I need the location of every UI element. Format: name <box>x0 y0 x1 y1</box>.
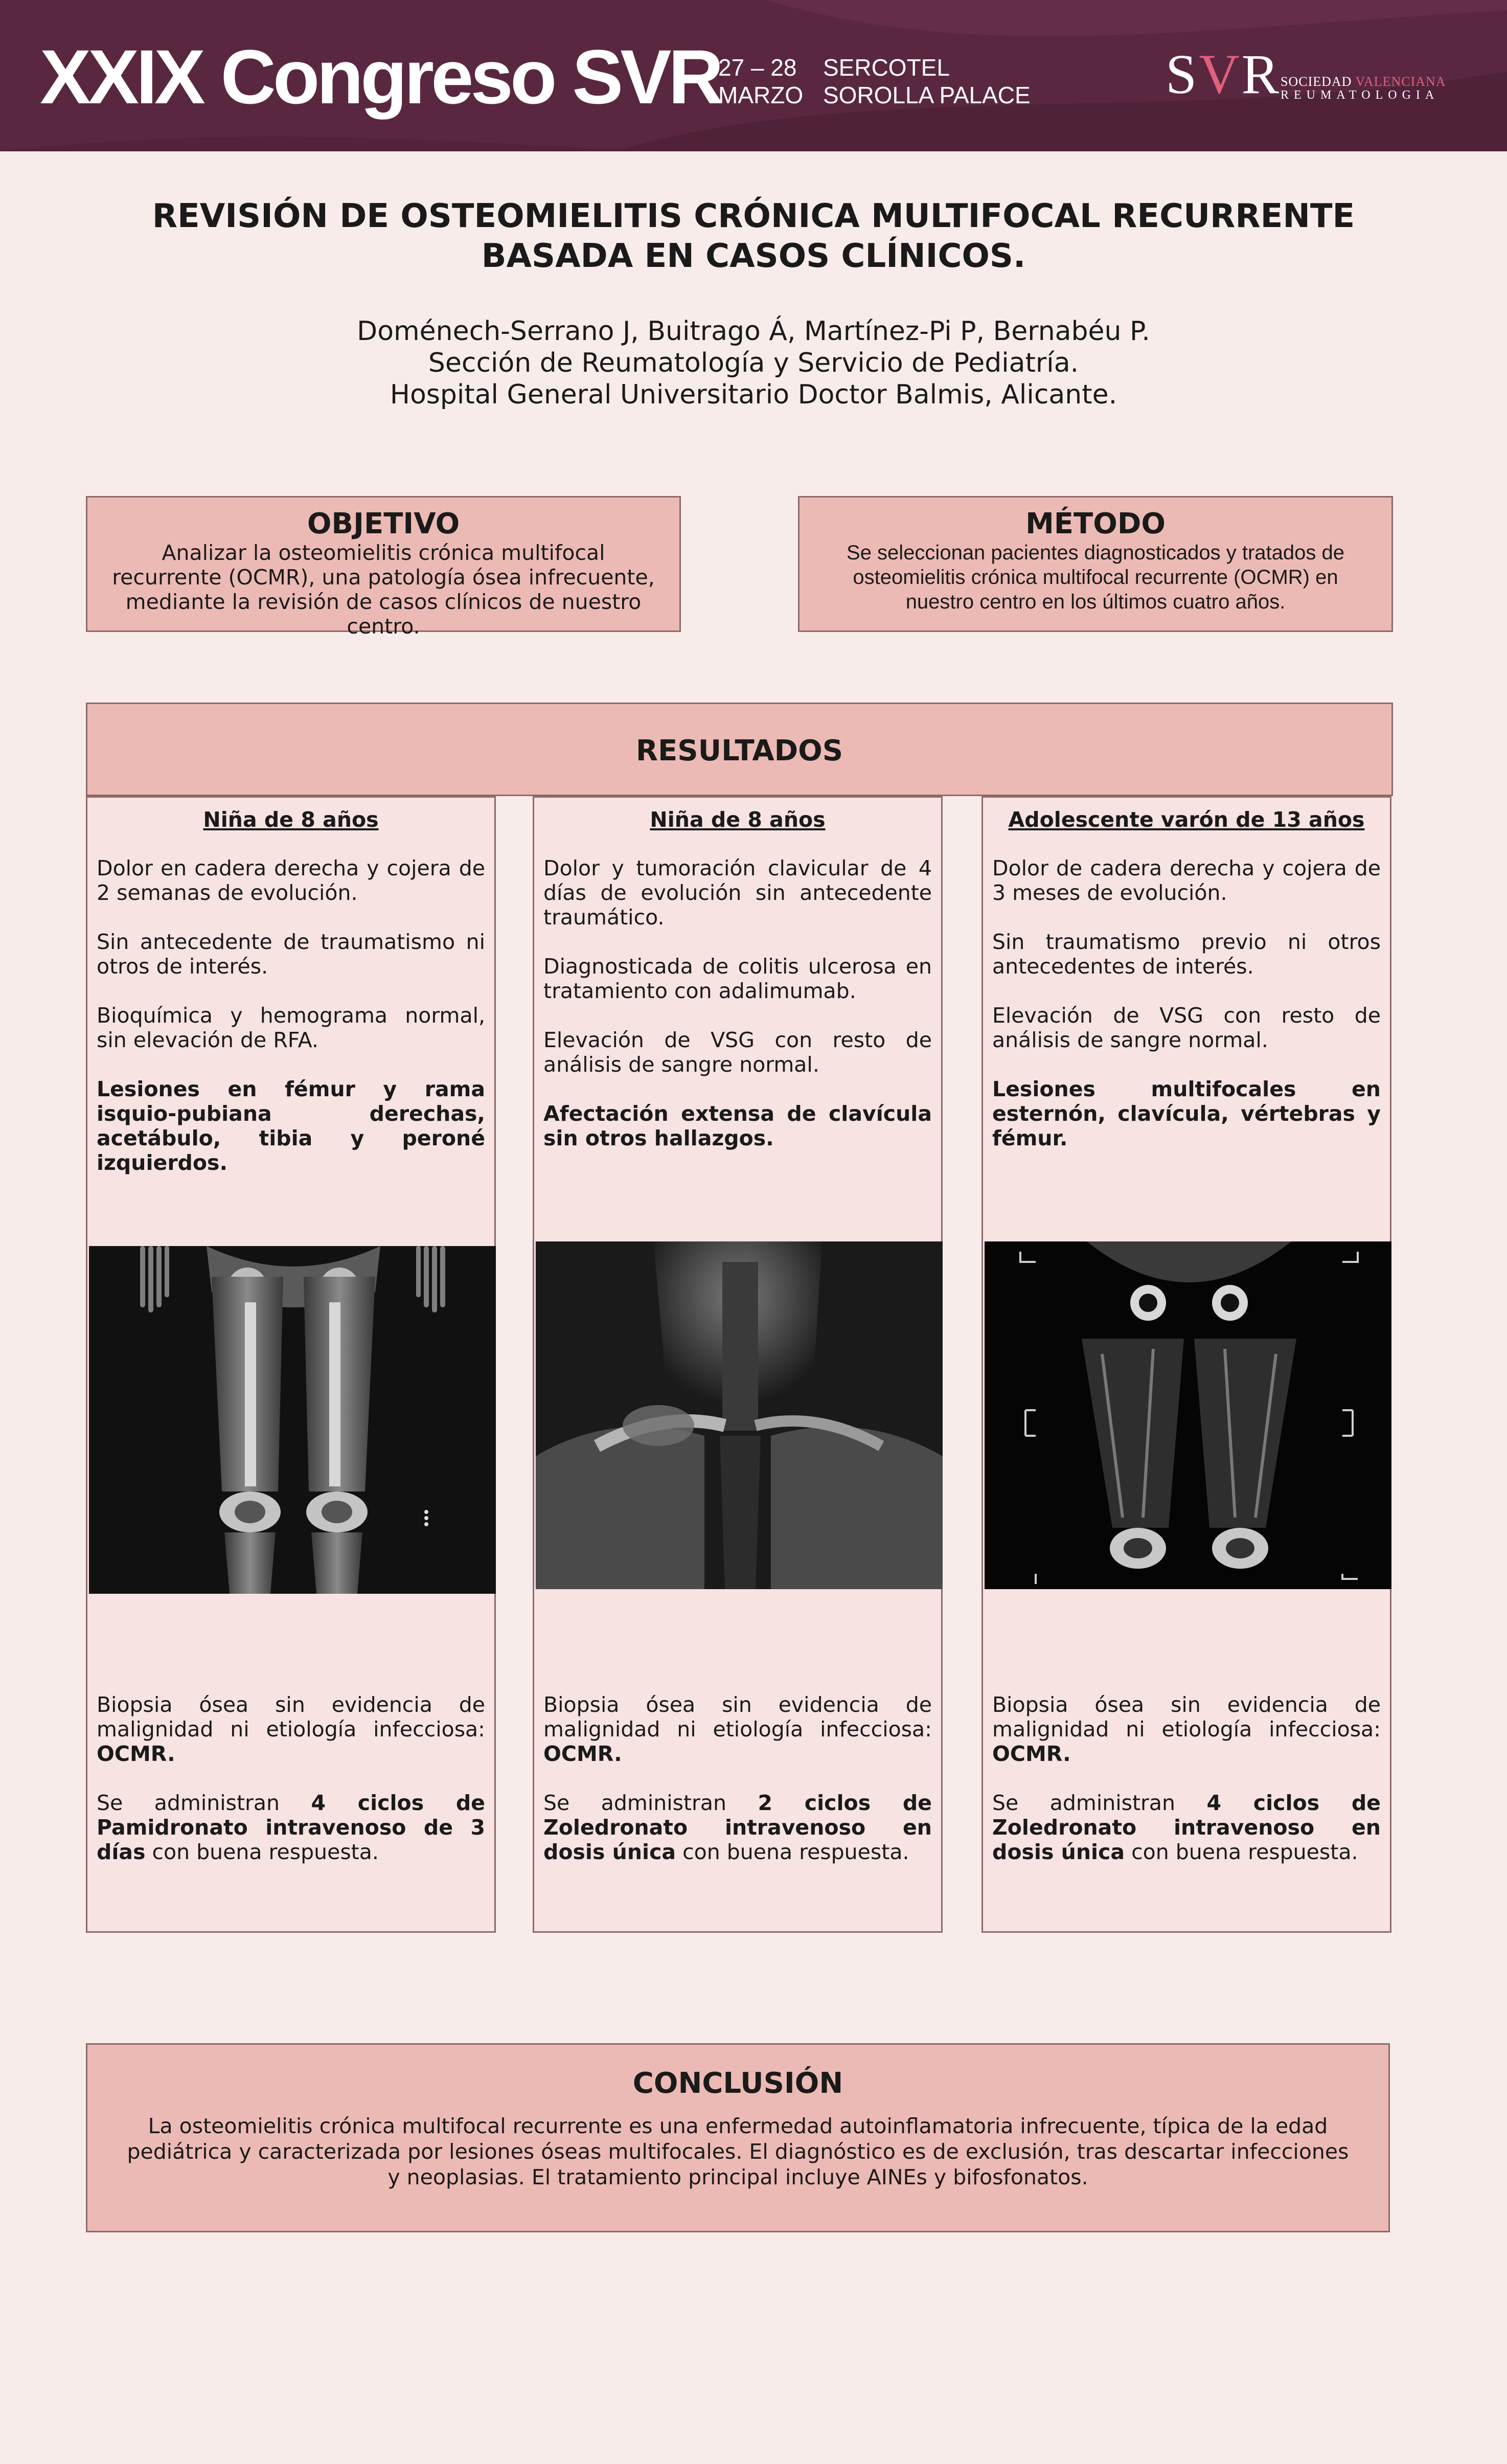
case-outcome <box>97 1692 485 1889</box>
case-labs: Elevación de VSG con resto de análisis de sangre normal. <box>992 1003 1381 1052</box>
mri-image-legs <box>89 1246 496 1594</box>
mri-image-clavicle <box>536 1241 943 1589</box>
case-title: Niña de 8 años <box>203 807 379 832</box>
conclusion-heading: CONCLUSIÓN <box>632 2067 843 2100</box>
metodo-heading: MÉTODO <box>1025 507 1166 540</box>
congress-venue <box>823 54 1031 109</box>
case-lesions: Lesiones multifocales en esternón, clavícula, vértebras y fémur. <box>992 1077 1381 1150</box>
case-biopsy: Biopsia ósea sin evidencia de malignidad ni etiología infecciosa: OCMR. <box>992 1692 1381 1766</box>
case-biopsy: Biopsia ósea sin evidencia de malignidad ni etiología infecciosa: OCMR. <box>97 1692 485 1766</box>
objetivo-heading: OBJETIVO <box>307 507 460 540</box>
resultados-heading: RESULTADOS <box>635 734 843 767</box>
author-section: Sección de Reumatología y Servicio de Pediatría. <box>428 348 1079 378</box>
conclusion-text: La osteomielitis crónica multifocal recurrente es una enfermedad autoinflamatoria infrecuente, típica de la edad pediátrica y caracterizada por lesiones óseas multifocales. El diagnóstico es de exclusión, tras descartar infecciones y neoplasias. El tratamiento principal incluye AINEs y bifosfonatos. <box>127 2114 1349 2189</box>
objetivo-box <box>86 496 681 639</box>
svr-logo-line-1: SOCIEDAD VALENCIANA <box>1281 74 1446 89</box>
case-title: Adolescente varón de 13 años <box>1008 807 1365 832</box>
congress-month: MARZO <box>718 82 804 108</box>
objetivo-text: Analizar la osteomielitis crónica multifocal recurrente (OCMR), una patología ósea infrecuente, mediante la revisión de casos clínicos de nuestro centro. <box>112 540 655 639</box>
congress-title: XXIX Congreso SVR <box>40 34 721 120</box>
author-hospital: Hospital General Universitario Doctor Balmis, Alicante. <box>390 379 1117 410</box>
congress-header <box>0 0 1507 151</box>
poster-title: REVISIÓN DE OSTEOMIELITIS CRÓNICA MULTIFOCAL RECURRENTE BASADA EN CASOS CLÍNICOS. <box>152 197 1355 275</box>
conclusion-box <box>86 2043 1390 2232</box>
case-panel-2 <box>533 796 943 1933</box>
case-symptoms: Dolor en cadera derecha y cojera de 2 semanas de evolución. <box>97 856 485 905</box>
case-panel-3 <box>981 796 1391 1933</box>
case-outcome <box>543 1692 932 1889</box>
metodo-text: Se seleccionan pacientes diagnosticados y tratados de osteomielitis crónica multifocal recurrente (OCMR) en nuestro centro en los últimos cuatro años. <box>847 541 1344 613</box>
svr-logo-line-2: REUMATOLOGIA <box>1281 88 1440 102</box>
case-outcome <box>992 1692 1381 1889</box>
case-treatment: Se administran 4 ciclos de Pamidronato intravenoso de 3 días con buena respuesta. <box>97 1791 485 1864</box>
case-lesions: Afectación extensa de clavícula sin otros hallazgos. <box>543 1101 932 1150</box>
metodo-box <box>798 496 1393 632</box>
resultados-header-box <box>86 703 1393 796</box>
case-history: Sin antecedente de traumatismo ni otros de interés. <box>97 930 485 979</box>
case-lesions: Lesiones en fémur y rama isquio-pubiana derechas, acetábulo, tibia y peroné izquierdos. <box>97 1077 485 1175</box>
mri-image-femur <box>985 1241 1391 1589</box>
case-history: Sin traumatismo previo ni otros antecedentes de interés. <box>992 930 1381 979</box>
author-names: Doménech-Serrano J, Buitrago Á, Martínez-Pi P, Bernabéu P. <box>357 316 1150 347</box>
case-labs: Elevación de VSG con resto de análisis de sangre normal. <box>543 1028 932 1077</box>
case-symptoms: Dolor y tumoración clavicular de 4 días de evolución sin antecedente traumático. <box>543 856 932 930</box>
case-findings <box>97 856 485 1200</box>
case-treatment: Se administran 4 ciclos de Zoledronato intravenoso en dosis única con buena respuesta. <box>992 1791 1381 1864</box>
congress-days: 27 – 28 <box>718 54 797 81</box>
venue-line-2: SOROLLA PALACE <box>823 82 1031 108</box>
svr-logo <box>1166 43 1452 110</box>
svr-logo-mark: SVR <box>1166 43 1282 105</box>
case-findings <box>992 856 1381 1175</box>
case-treatment: Se administran 2 ciclos de Zoledronato intravenoso en dosis única con buena respuesta. <box>543 1791 932 1864</box>
case-biopsy: Biopsia ósea sin evidencia de malignidad ni etiología infecciosa: OCMR. <box>543 1692 932 1766</box>
venue-line-1: SERCOTEL <box>823 54 950 81</box>
case-symptoms: Dolor de cadera derecha y cojera de 3 meses de evolución. <box>992 856 1381 905</box>
case-title: Niña de 8 años <box>650 807 826 832</box>
case-findings <box>543 856 932 1175</box>
congress-dates <box>718 54 803 109</box>
case-history: Diagnosticada de colitis ulcerosa en tratamiento con adalimumab. <box>543 954 932 1003</box>
case-panel-1 <box>86 796 496 1933</box>
author-block <box>77 315 1430 411</box>
case-labs: Bioquímica y hemograma normal, sin elevación de RFA. <box>97 1003 485 1052</box>
